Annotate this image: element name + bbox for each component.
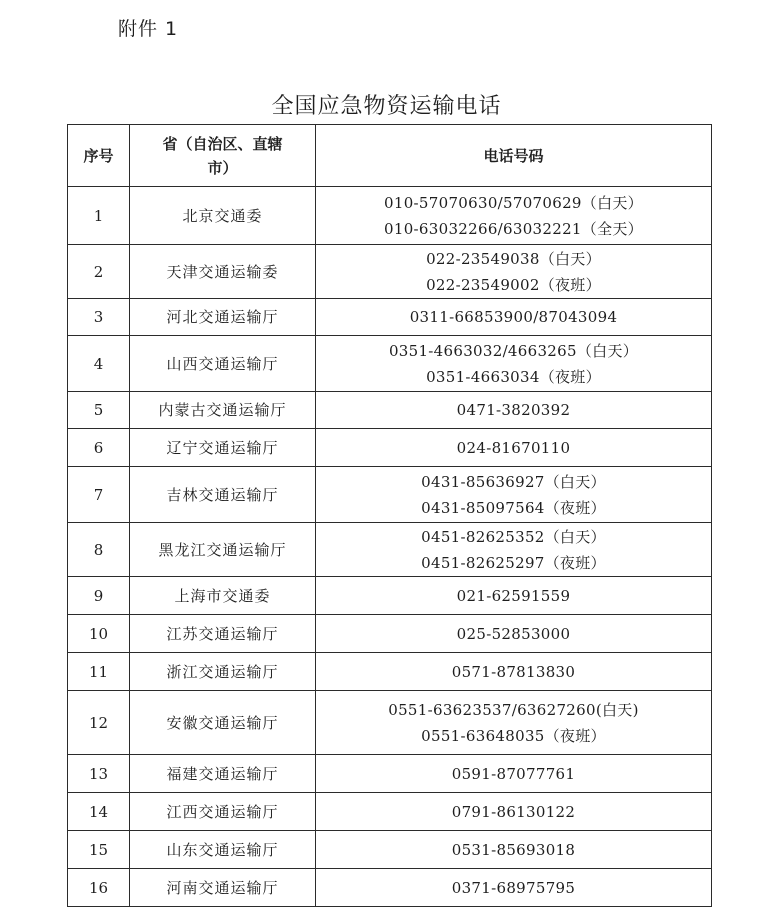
phone-number: 0371-68975795 (451, 878, 576, 897)
phone-cell (316, 653, 712, 691)
phone-cell (316, 245, 712, 299)
province-cell: 吉林交通运输厅 (130, 467, 316, 523)
phone-number: 0551-63623537/63627260(白天) (388, 700, 639, 719)
phone-number: 010-63032266/63032221（全天） (384, 219, 643, 238)
header-province: 省（自治区、直辖市） (130, 125, 316, 187)
serial-number-cell: 6 (68, 429, 130, 467)
table-row (68, 467, 712, 523)
phone-number: 0791-86130122 (451, 802, 576, 821)
phone-number: 0431-85097564（夜班） (421, 498, 606, 517)
phone-number: 0551-63648035（夜班） (421, 726, 606, 745)
phone-cell (316, 831, 712, 869)
province-cell: 河北交通运输厅 (130, 299, 316, 336)
province-cell: 安徽交通运输厅 (130, 691, 316, 755)
table-header-row (68, 125, 712, 187)
serial-number-cell: 7 (68, 467, 130, 523)
phone-cell (316, 187, 712, 245)
phone-cell (316, 392, 712, 429)
phone-cell (316, 793, 712, 831)
serial-number-cell: 13 (68, 755, 130, 793)
phone-cell (316, 691, 712, 755)
province-cell: 黑龙江交通运输厅 (130, 523, 316, 577)
table-row (68, 429, 712, 467)
phone-number: 0351-4663034（夜班） (426, 367, 601, 386)
phone-number: 0591-87077761 (451, 764, 576, 783)
table-row (68, 392, 712, 429)
phone-cell (316, 299, 712, 336)
phone-number: 0531-85693018 (451, 840, 576, 859)
document-title: 全国应急物资运输电话 (271, 94, 502, 119)
serial-number-cell: 8 (68, 523, 130, 577)
province-cell: 江西交通运输厅 (130, 793, 316, 831)
phone-number: 025-52853000 (456, 624, 571, 643)
phone-cell (316, 615, 712, 653)
header-serial-number: 序号 (68, 125, 130, 187)
phone-cell (316, 523, 712, 577)
table-row (68, 615, 712, 653)
phone-table-container (67, 124, 711, 898)
serial-number-cell: 4 (68, 336, 130, 392)
province-cell: 山西交通运输厅 (130, 336, 316, 392)
phone-cell (316, 336, 712, 392)
province-cell: 福建交通运输厅 (130, 755, 316, 793)
phone-cell (316, 869, 712, 907)
phone-number: 0451-82625297（夜班） (421, 553, 606, 572)
phone-number: 010-57070630/57070629（白天） (384, 193, 643, 212)
phone-cell (316, 577, 712, 615)
phone-number: 0471-3820392 (456, 401, 571, 419)
table-row (68, 523, 712, 577)
table-row (68, 187, 712, 245)
serial-number-cell: 9 (68, 577, 130, 615)
province-cell: 山东交通运输厅 (130, 831, 316, 869)
table-row (68, 653, 712, 691)
table-row (68, 336, 712, 392)
province-cell: 辽宁交通运输厅 (130, 429, 316, 467)
province-cell: 天津交通运输委 (130, 245, 316, 299)
table-row (68, 245, 712, 299)
phone-cell (316, 429, 712, 467)
table-row (68, 299, 712, 336)
phone-number: 021-62591559 (456, 586, 571, 605)
table-row (68, 831, 712, 869)
annex-label: 附件 1 (118, 18, 179, 40)
serial-number-cell: 1 (68, 187, 130, 245)
phone-cell (316, 755, 712, 793)
table-row (68, 793, 712, 831)
serial-number-cell: 10 (68, 615, 130, 653)
phone-number: 0571-87813830 (451, 662, 576, 681)
serial-number-cell: 5 (68, 392, 130, 429)
phone-number: 024-81670110 (456, 438, 571, 457)
province-cell: 浙江交通运输厅 (130, 653, 316, 691)
phone-number: 022-23549038（白天） (426, 249, 601, 268)
province-cell: 上海市交通委 (130, 577, 316, 615)
serial-number-cell: 2 (68, 245, 130, 299)
table-row (68, 577, 712, 615)
province-cell: 内蒙古交通运输厅 (130, 392, 316, 429)
serial-number-cell: 12 (68, 691, 130, 755)
phone-number: 0351-4663032/4663265（白天） (388, 341, 639, 360)
serial-number-cell: 11 (68, 653, 130, 691)
table-row (68, 691, 712, 755)
table-row (68, 869, 712, 907)
table-row (68, 755, 712, 793)
phone-cell (316, 467, 712, 523)
table-body (68, 187, 712, 907)
phone-number: 0451-82625352（白天） (421, 527, 606, 546)
header-phone-number: 电话号码 (316, 125, 712, 187)
phone-number: 022-23549002（夜班） (426, 275, 601, 294)
province-cell: 江苏交通运输厅 (130, 615, 316, 653)
serial-number-cell: 3 (68, 299, 130, 336)
phone-number: 0431-85636927（白天） (421, 472, 606, 491)
serial-number-cell: 14 (68, 793, 130, 831)
serial-number-cell: 16 (68, 869, 130, 907)
province-cell: 北京交通委 (130, 187, 316, 245)
phone-number: 0311-66853900/87043094 (409, 308, 618, 326)
emergency-phone-table (67, 124, 712, 907)
province-cell: 河南交通运输厅 (130, 869, 316, 907)
serial-number-cell: 15 (68, 831, 130, 869)
